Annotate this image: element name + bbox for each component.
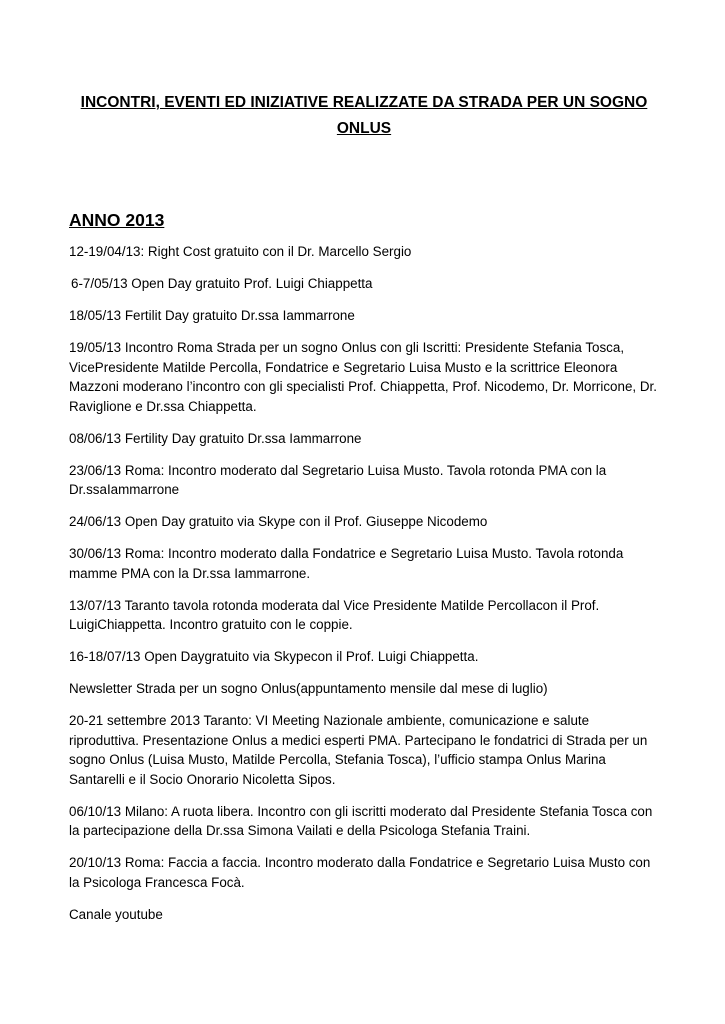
event-entry: Newsletter Strada per un sogno Onlus(appuntamento mensile dal mese di luglio) xyxy=(69,681,548,696)
event-entry: 06/10/13 Milano: A ruota libera. Incontro con gli iscritti moderato dal Presidente Stefania Tosca con la partecipazione della Dr.ssa Simona Vailati e della Psicologa Stefania Traini. xyxy=(69,803,653,838)
event-entry: 20/10/13 Roma: Faccia a faccia. Incontro moderato dalla Fondatrice e Segretario Luisa Musto con la Psicologa Francesca Focà. xyxy=(69,855,651,890)
event-entry: 23/06/13 Roma: Incontro moderato dal Segretario Luisa Musto. Tavola rotonda PMA con la Dr.ssaIammarrone xyxy=(69,462,607,497)
event-entry: 13/07/13 Taranto tavola rotonda moderata dal Vice Presidente Matilde Percollacon il Prof. LuigiChiappetta. Incontro gratuito con le coppie. xyxy=(69,597,600,632)
event-entry: 30/06/13 Roma: Incontro moderato dalla Fondatrice e Segretario Luisa Musto. Tavola rotonda mamme PMA con la Dr.ssa Iammarrone. xyxy=(69,546,624,581)
document-title: INCONTRI, EVENTI ED INIZIATIVE REALIZZATE DA STRADA PER UN SOGNO ONLUS xyxy=(80,94,648,137)
section-heading-anno-2013: ANNO 2013 xyxy=(69,210,165,230)
event-entry: 6-7/05/13 Open Day gratuito Prof. Luigi Chiappetta xyxy=(71,276,373,291)
event-entry: 19/05/13 Incontro Roma Strada per un sogno Onlus con gli Iscritti: Presidente Stefania Tosca, VicePresidente Matilde Percolla, Fondatrice e Segretario Luisa Musto e la scrittrice Eleonora Mazzoni moderano l’incontro con gli specialisti Prof. Chiappetta, Prof. Nicodemo, Dr. Morricone, Dr. Raviglione e Dr.ssa Chiappetta. xyxy=(69,340,657,414)
event-entry: 08/06/13 Fertility Day gratuito Dr.ssa Iammarrone xyxy=(69,430,362,446)
event-entry: 20-21 settembre 2013 Taranto: VI Meeting Nazionale ambiente, comunicazione e salute riproduttiva. Presentazione Onlus a medici esperti PMA. Partecipano le fondatrici di Strada per un sogno Onlus (Luisa Musto, Matilde Percolla, Stefania Tosca), l’ufficio stampa Onlus Marina Santarelli e il Socio Onorario Nicoletta Sipos. xyxy=(69,713,648,787)
event-entry: 16-18/07/13 Open Daygratuito via Skypecon il Prof. Luigi Chiappetta. xyxy=(69,649,479,664)
event-list xyxy=(69,242,659,924)
event-entry: 12-19/04/13: Right Cost gratuito con il Dr. Marcello Sergio xyxy=(69,244,412,259)
event-entry: Canale youtube xyxy=(69,906,163,922)
event-entry: 18/05/13 Fertilit Day gratuito Dr.ssa Iammarrone xyxy=(69,308,355,323)
event-entry: 24/06/13 Open Day gratuito via Skype con il Prof. Giuseppe Nicodemo xyxy=(69,514,488,529)
document-page xyxy=(69,90,659,937)
